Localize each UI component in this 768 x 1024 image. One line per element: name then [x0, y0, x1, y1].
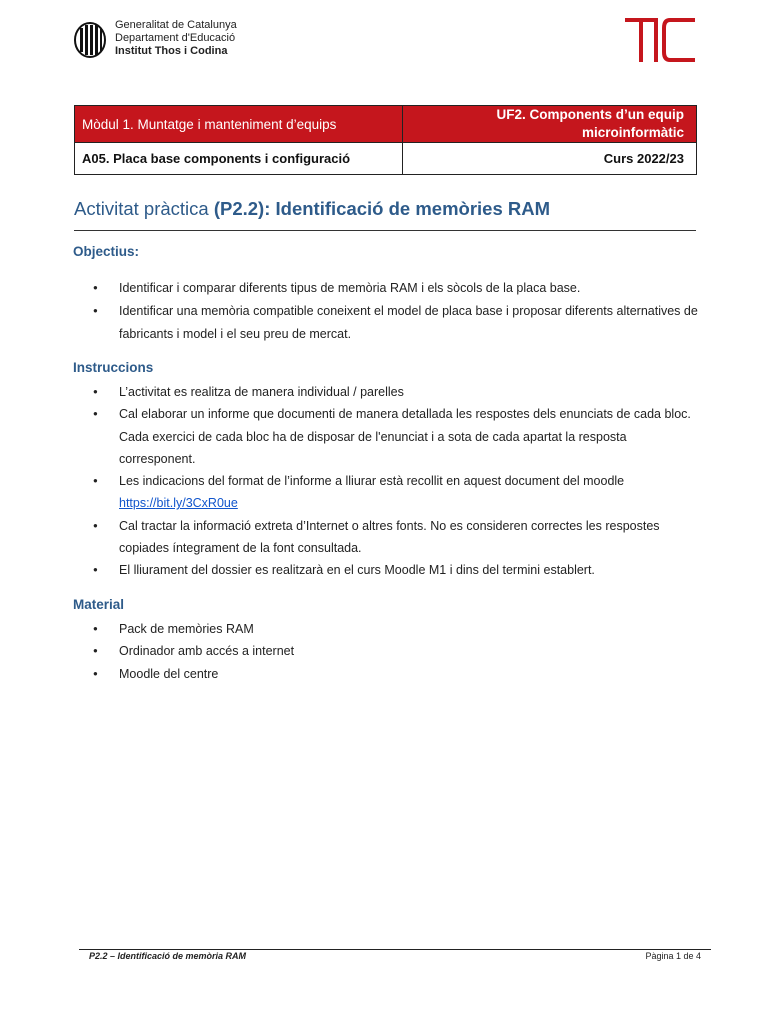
unit-name: [403, 106, 697, 143]
list-item-text: Les indicacions del format de l’informe a lliurar està recollit en aquest document del moodle: [119, 474, 625, 489]
page-title: [74, 198, 696, 231]
list-item: ● Ordinador amb accés a internet: [90, 640, 700, 662]
module-name: Mòdul 1. Muntatge i manteniment d’equips: [75, 106, 403, 143]
footer-page-number: Pàgina 1 de 4: [645, 951, 701, 961]
org-department: Departament d'Educació: [115, 32, 236, 44]
unit-name-line2: microinformàtic: [581, 125, 684, 140]
list-item: ● L’activitat es realitza de manera individual / parelles: [90, 381, 700, 403]
instructions-list: [90, 381, 700, 582]
org-institute: Institut Thos i Codina: [115, 45, 228, 57]
page-header: [74, 19, 696, 69]
gencat-logo-block: [74, 19, 237, 58]
title-prefix: Activitat pràctica: [74, 198, 214, 219]
list-item: [90, 470, 700, 515]
list-item: ● Cal elaborar un informe que documenti de manera detallada les respostes dels enunciats de cada bloc. Cada exercici de cada bloc ha de disposar de l'enunciat i a sota de cada apartat la resposta corresponent.: [90, 403, 700, 470]
activity-row: [75, 143, 697, 175]
objectives-heading: Objectius:: [73, 244, 140, 259]
instructions-heading: Instruccions: [73, 360, 154, 375]
list-item: ● El lliurament del dossier es realitzarà en el curs Moodle M1 i dins del termini establert.: [90, 559, 700, 581]
list-item: ● Pack de memòries RAM: [90, 618, 700, 640]
title-code: (P2.2): [213, 198, 265, 219]
list-item: ● Identificar una memòria compatible coneixent el model de placa base i proposar diferents alternatives de fabricants i model i el seu preu de mercat.: [90, 300, 700, 345]
org-name: Generalitat de Catalunya: [115, 19, 237, 31]
title-rest: : Identificació de memòries RAM: [264, 198, 551, 219]
tic-logo-icon: [624, 16, 696, 62]
activity-name: A05. Placa base components i configuració: [75, 143, 403, 175]
list-item: ● Cal tractar la informació extreta d’Internet o altres fonts. No es consideren correctes les respostes copiades íntegrament de la font consultada.: [90, 515, 700, 560]
list-item: ● Identificar i comparar diferents tipus de memòria RAM i els sòcols de la placa base.: [90, 277, 700, 299]
material-heading: Material: [73, 597, 125, 612]
gencat-emblem-icon: [74, 22, 106, 58]
unit-name-line1: UF2. Components d’un equip: [496, 107, 684, 122]
moodle-link[interactable]: https://bit.ly/3CxR0ue: [119, 496, 238, 511]
page-footer: [79, 949, 711, 965]
footer-doc-title: P2.2 – Identificació de memòria RAM: [89, 951, 247, 961]
objectives-list: [90, 277, 700, 345]
material-list: [90, 618, 700, 685]
module-row: [75, 106, 697, 143]
list-item: ● Moodle del centre: [90, 663, 700, 685]
module-info-table: [74, 105, 697, 175]
course-year: Curs 2022/23: [403, 143, 697, 175]
